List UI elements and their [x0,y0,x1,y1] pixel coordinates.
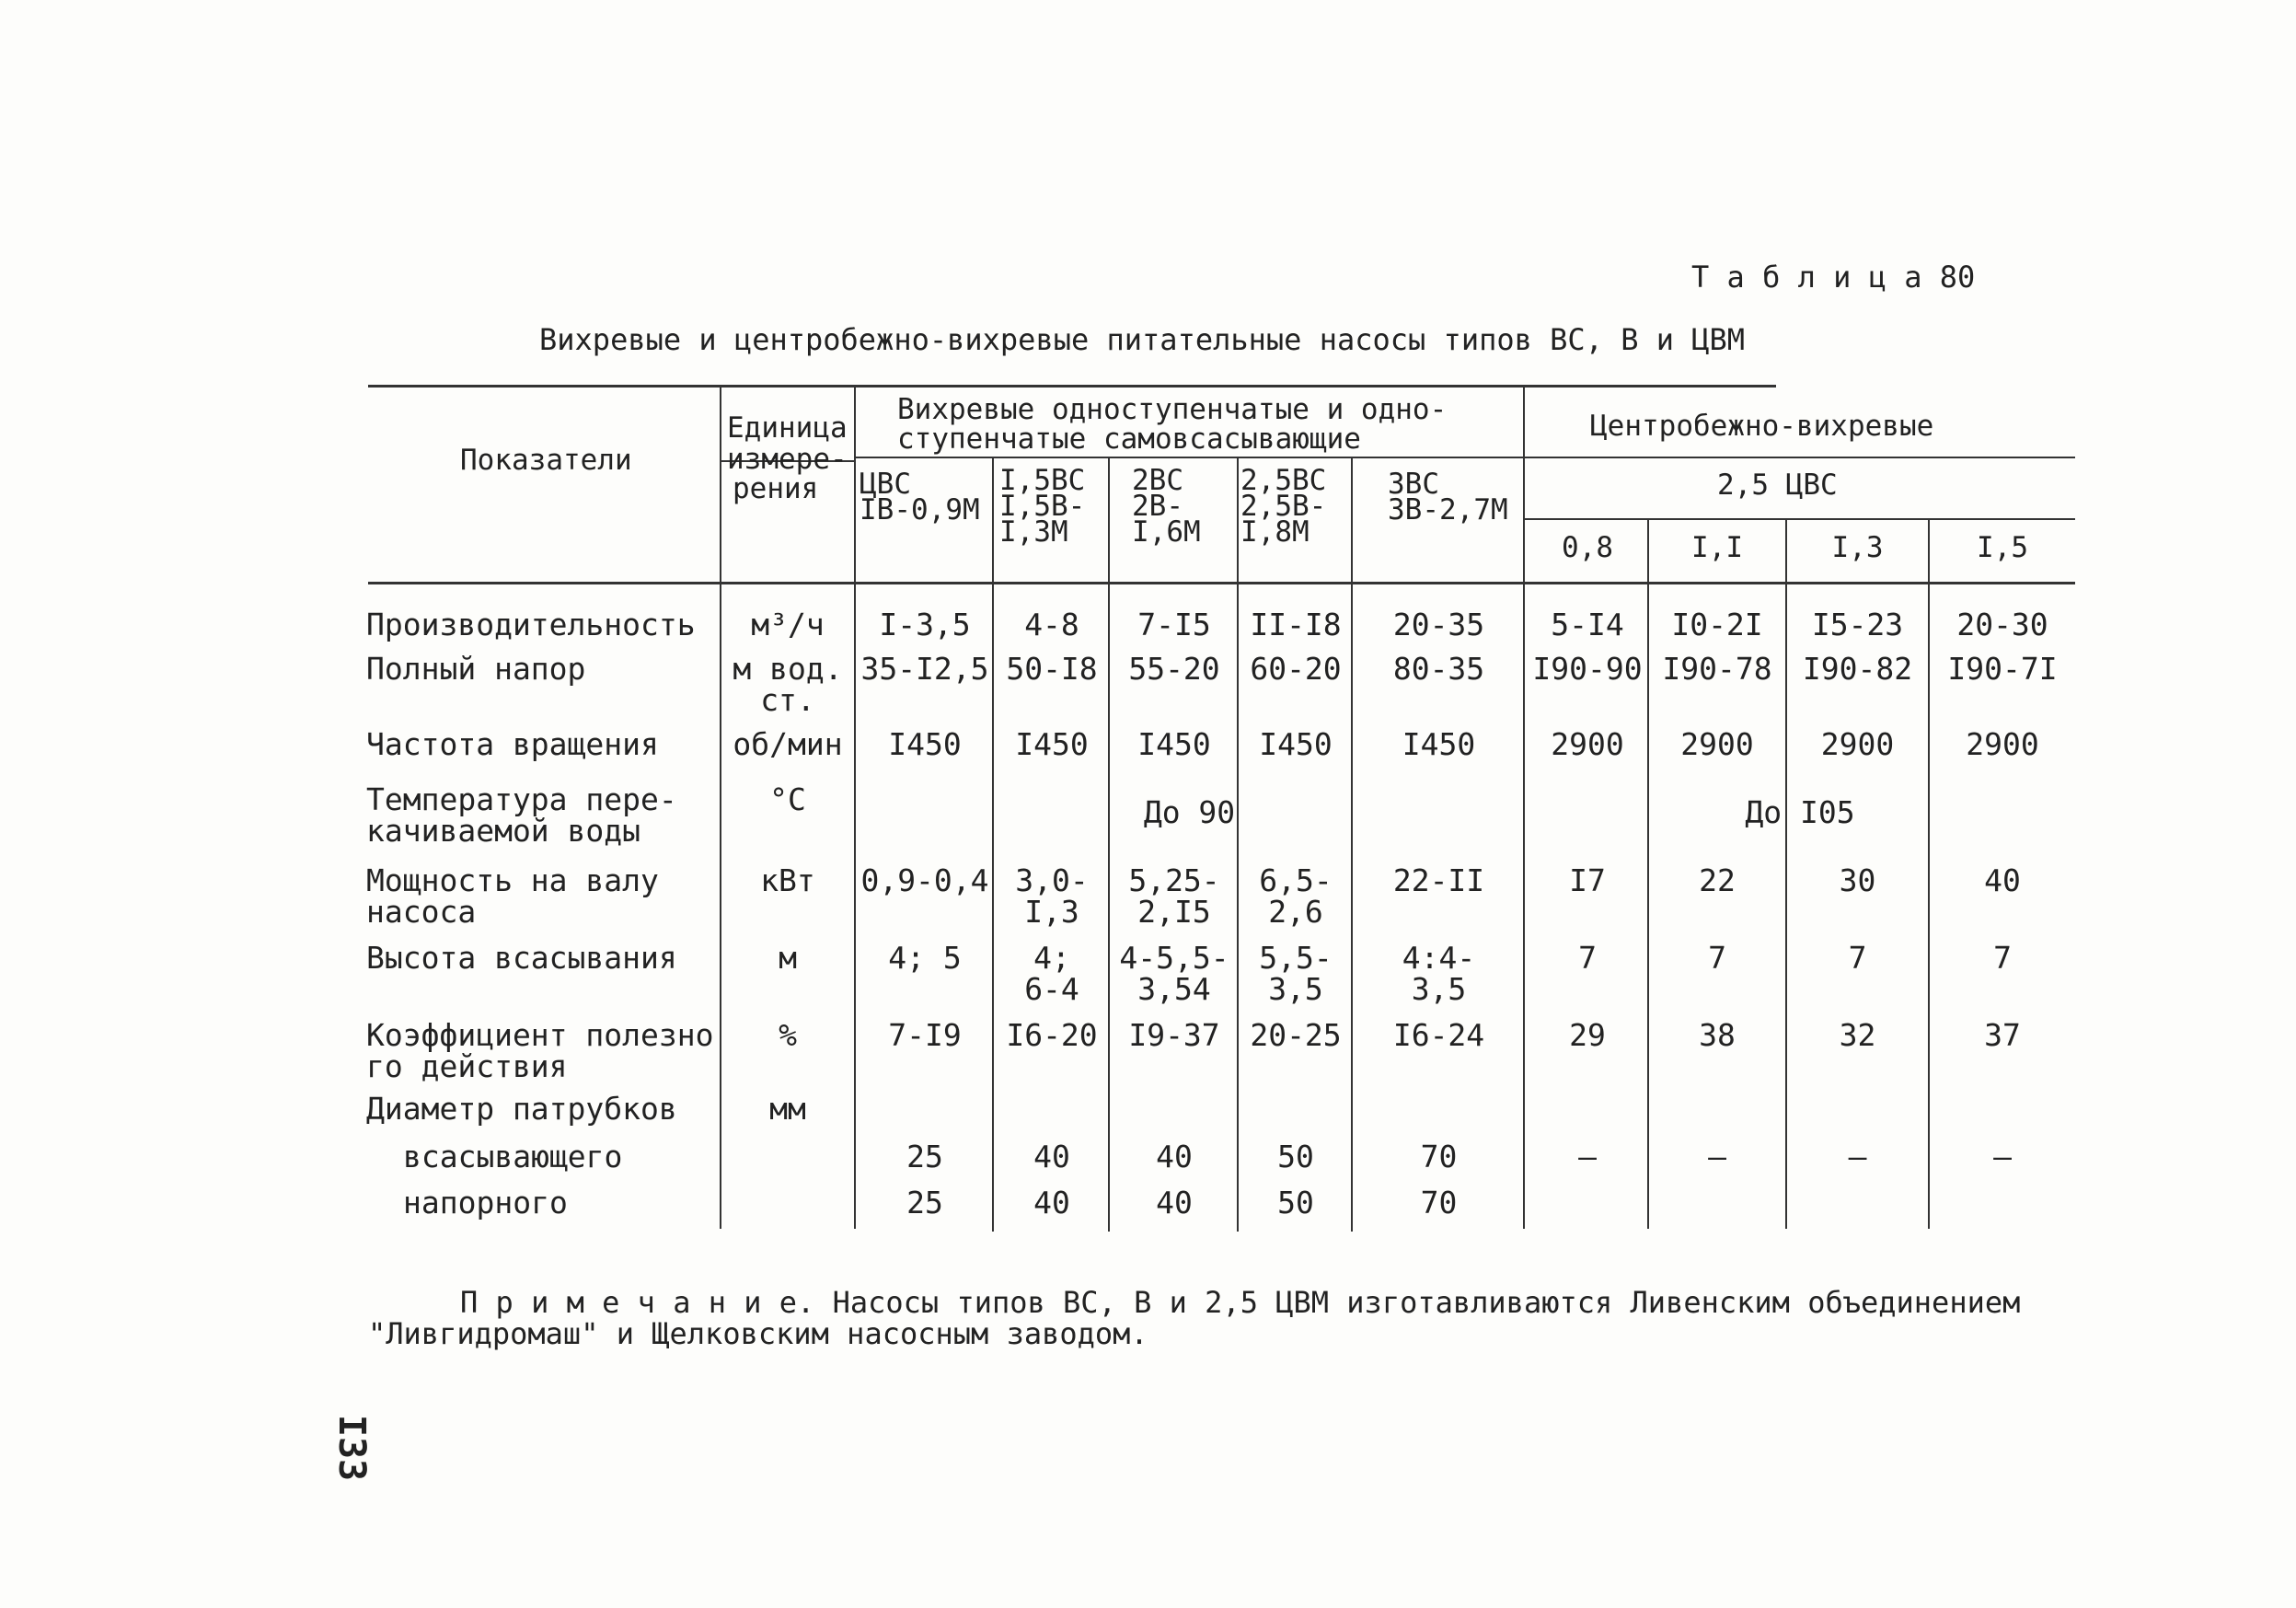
table-cell: 32 [1839,1017,1876,1053]
table-cell: 70 [1420,1185,1458,1220]
table-cell: 37 [1984,1017,2021,1053]
row-unit: об/мин [733,726,843,762]
model-header: 0,8 [1562,531,1613,564]
model-header: ЦВС IВ-0,9М [860,468,980,526]
table-cell: 70 [1420,1139,1458,1174]
table-cell: 4-5,5- 3,54 [1119,940,1229,1007]
table-cell: I450 [1015,726,1089,762]
table-cell: 2900 [1680,726,1754,762]
row-unit: мм [769,1091,806,1127]
table-cell: 22 [1699,862,1736,898]
rule-centrifugal-group [1523,457,2075,458]
table-cell: 20-25 [1250,1017,1342,1053]
table-cell: 40 [1033,1185,1070,1220]
table-cell: I6-24 [1392,1017,1485,1053]
table-cell: I90-78 [1662,651,1772,687]
header-vortex-l1: Вихревые одноступенчатые и одно- [897,393,1448,426]
table-cell: 40 [1033,1139,1070,1174]
row-unit: кВт [760,862,815,898]
table-cell: 7-I5 [1137,607,1211,642]
rule-header-bottom [368,582,2075,584]
table-cell: 4-8 [1024,607,1079,642]
table-cell: I9-37 [1128,1017,1220,1053]
table-cell: 2900 [1966,726,2039,762]
table-cell: 35-I2,5 [860,651,989,687]
header-vortex-l2: ступенчатые самовсасывающие [897,422,1361,456]
table-cell: 6,5- 2,6 [1259,862,1333,930]
table-cell: 30 [1839,862,1876,898]
table-cell: 7 [1993,940,2012,976]
model-header: 3ВС 3В-2,7М [1388,468,1508,526]
table-cell: 7-I9 [888,1017,962,1053]
table-cell: 4; 6-4 [1024,940,1079,1007]
table-cell: I450 [888,726,962,762]
rule-25cvs [1523,518,2075,520]
model-header: I,5ВС I,5В- I,3М [999,464,1086,549]
table-cell: 55-20 [1128,651,1220,687]
table-cell: 50-I8 [1006,651,1098,687]
row-unit: % [779,1017,797,1053]
table-cell: I-3,5 [879,607,971,642]
row-label: Мощность на валу насоса [366,862,659,930]
table-cell: I7 [1569,862,1606,898]
table-cell: 25 [906,1139,943,1174]
header-units-l3: рения [733,472,819,505]
header-25cvs: 2,5 ЦВС [1717,469,1838,502]
table-cell: I90-90 [1532,651,1643,687]
table-cell: 4; 5 [888,940,962,976]
table-cell: 60-20 [1250,651,1342,687]
table-cell: 20-35 [1392,607,1485,642]
table-cell: – [1708,1139,1726,1174]
table-cell: II-I8 [1250,607,1342,642]
table-cell: – [1993,1139,2012,1174]
table-cell: 40 [1156,1139,1193,1174]
table-cell: I6-20 [1006,1017,1098,1053]
table-cell: 50 [1277,1185,1314,1220]
table-cell: 25 [906,1185,943,1220]
row-label: Коэффициент полезно го действия [366,1017,714,1084]
table-cell: 4:4- 3,5 [1402,940,1476,1007]
model-header: I,5 [1977,531,2028,564]
row-unit: м вод. ст. [733,651,843,718]
table-cell: 2900 [1551,726,1624,762]
table-cell: 20-30 [1956,607,2048,642]
model-header: 2ВС 2В- I,6М [1132,464,1201,549]
vrule-col2 [992,458,994,1232]
row-label: Диаметр патрубков [366,1091,677,1127]
row-unit: м [779,940,797,976]
model-header: I,3 [1831,531,1884,564]
rule-top [368,385,1776,388]
header-centrifugal: Центробежно-вихревые [1590,410,1934,443]
header-indicators: Показатели [460,444,632,477]
table-cell: I450 [1259,726,1333,762]
vrule-col4 [1237,458,1239,1232]
table-cell: I5-23 [1811,607,1904,642]
model-header: I,I [1691,531,1743,564]
table-cell: – [1578,1139,1597,1174]
rule-vortex-group [856,457,1523,458]
row-label: Частота вращения [366,726,659,762]
header-units-l1: Единица [727,411,848,445]
page-number: I33 [330,1414,374,1482]
table-cell: 0,9-0,4 [860,862,989,898]
table-cell: – [1848,1139,1867,1174]
model-header: 2,5ВС 2,5В- I,8М [1240,464,1327,549]
table-cell: 3,0- I,3 [1015,862,1089,930]
note-line-2: "Ливгидромаш" и Щелковским насосным заводом. [368,1316,1148,1351]
table-cell: 38 [1699,1017,1736,1053]
table-cell: 7 [1578,940,1597,976]
table-cell: I90-82 [1802,651,1913,687]
table-cell: I0-2I [1671,607,1763,642]
table-cell: 5-I4 [1551,607,1624,642]
table-cell: I90-7I [1947,651,2058,687]
row-label: Высота всасывания [366,940,677,976]
table-cell: 5,5- 3,5 [1259,940,1333,1007]
table-cell: 5,25- 2,I5 [1128,862,1220,930]
table-cell: I450 [1137,726,1211,762]
table-cell: 7 [1848,940,1867,976]
row-label: Производительность [366,607,696,642]
table-cell: 22-II [1392,862,1485,898]
row-label: Полный напор [366,651,586,687]
table-label: Т а б л и ц а 80 [1691,260,1976,295]
row-unit: м³/ч [751,607,825,642]
table-cell: 80-35 [1392,651,1485,687]
table-cell: 7 [1708,940,1726,976]
vrule-col3 [1108,458,1110,1232]
row-label: Температура пере- качиваемой воды [366,781,677,849]
merged-cell-vortex: До 90 [1143,794,1236,830]
row-label: напорного [403,1185,568,1220]
header-units-l2: измере- [727,443,848,476]
note-line-1: П р и м е ч а н и е. Насосы типов ВС, В и 2,5 ЦВМ изготавливаются Ливенским объединением [460,1285,2021,1320]
table-cell: 40 [1984,862,2021,898]
table-cell: 50 [1277,1139,1314,1174]
vrule-col5 [1351,458,1353,1232]
row-unit: °С [769,781,806,817]
table-cell: 40 [1156,1185,1193,1220]
table-title: Вихревые и центробежно-вихревые питательные насосы типов ВС, В и ЦВМ [539,322,1746,357]
table-cell: 29 [1569,1017,1606,1053]
row-label: всасывающего [403,1139,623,1174]
table-cell: 2900 [1820,726,1895,762]
merged-cell-centrifugal: До I05 [1745,794,1855,830]
table-cell: I450 [1402,726,1476,762]
